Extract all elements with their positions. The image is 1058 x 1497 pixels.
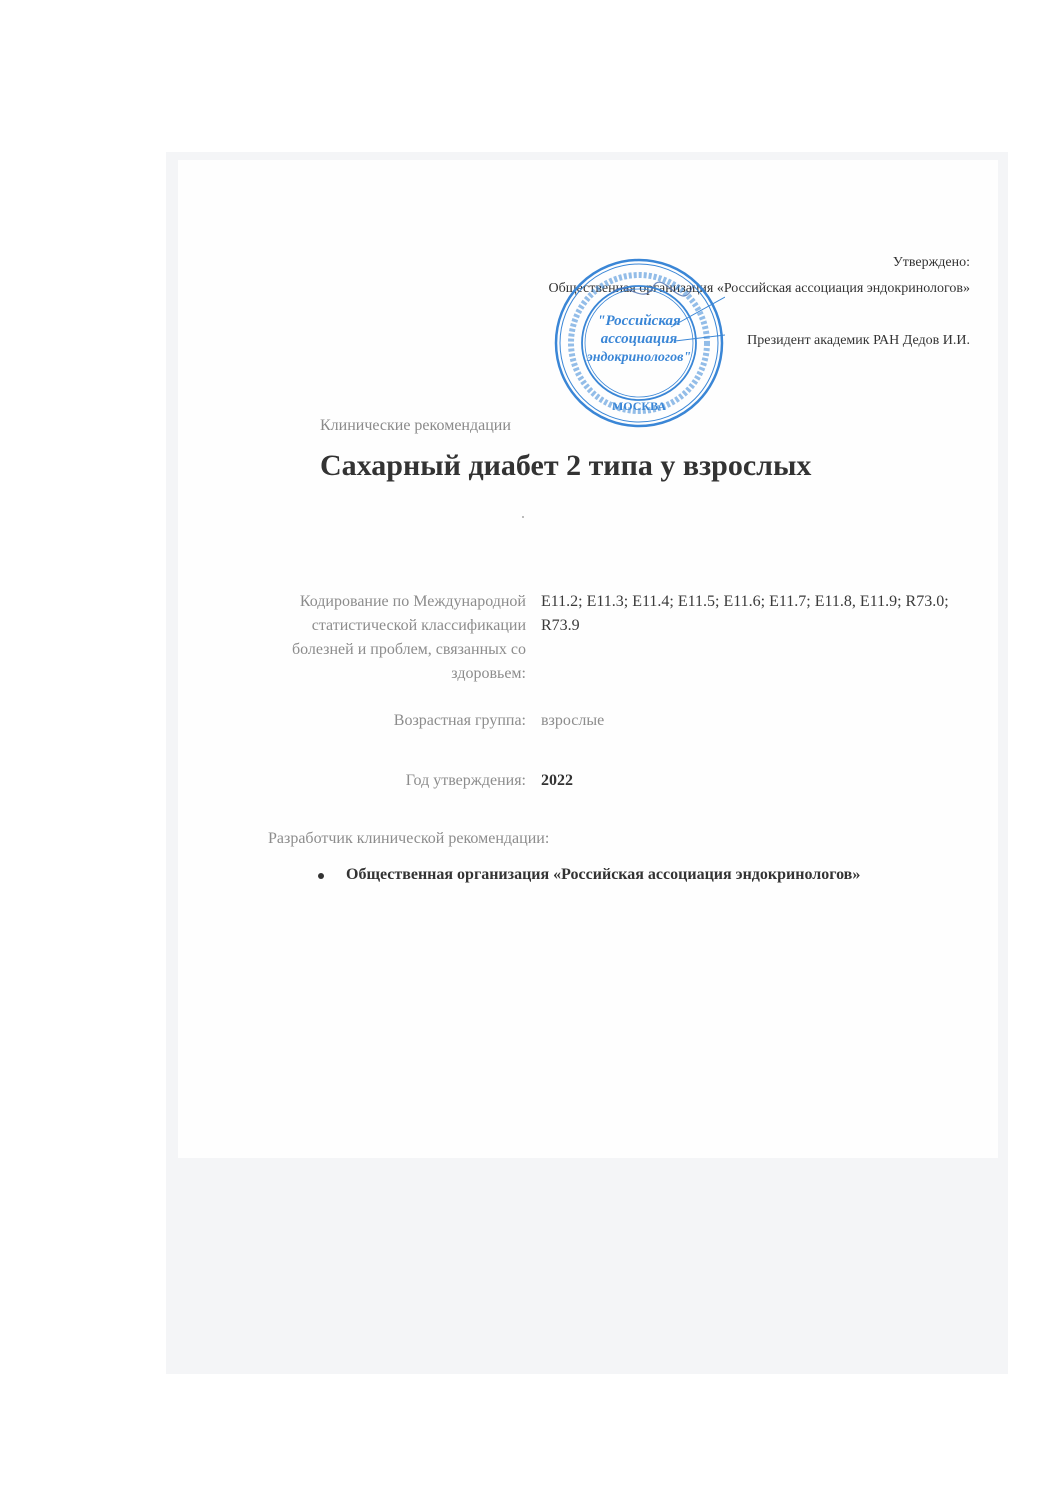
organization-stamp [553, 257, 725, 429]
approval-organization: Общественная организация «Российская ассоциация эндокринологов» [548, 281, 970, 296]
approval-year-label: Год утверждения: [405, 772, 526, 789]
age-group-label: Возрастная группа: [393, 712, 526, 729]
codes-label: Кодирование по Международной статистической классификации болезней и проблем, связанных со здоровьем: [291, 593, 526, 682]
approval-heading: Утверждено: [892, 255, 970, 270]
stamp-text-1: "Российская [597, 313, 681, 329]
developer-list [318, 866, 860, 884]
document-title: Сахарный диабет 2 типа у взрослых [320, 449, 812, 482]
codes-value: E11.2; E11.3; E11.4; E11.5; E11.6; E11.7; E11.8, E11.9; R73.0; R73.9 [541, 593, 949, 634]
developer-item [318, 866, 860, 884]
stamp-text-2: ассоциация [600, 331, 678, 347]
developer-item-text: Общественная организация «Российская ассоциация эндокринологов» [346, 866, 861, 883]
approval-signatory: Президент академик РАН Дедов И.И. [747, 333, 970, 348]
scan-artifact [522, 516, 524, 518]
document-type: Клинические рекомендации [320, 417, 511, 434]
stamp-text-3: эндокринологов" [586, 350, 692, 365]
stamp-city: МОСКВА [611, 399, 667, 413]
approval-year-value: 2022 [541, 772, 573, 789]
developer-label: Разработчик клинической рекомендации: [268, 830, 550, 847]
age-group-value: взрослые [541, 712, 605, 729]
bullet-icon [318, 873, 324, 879]
